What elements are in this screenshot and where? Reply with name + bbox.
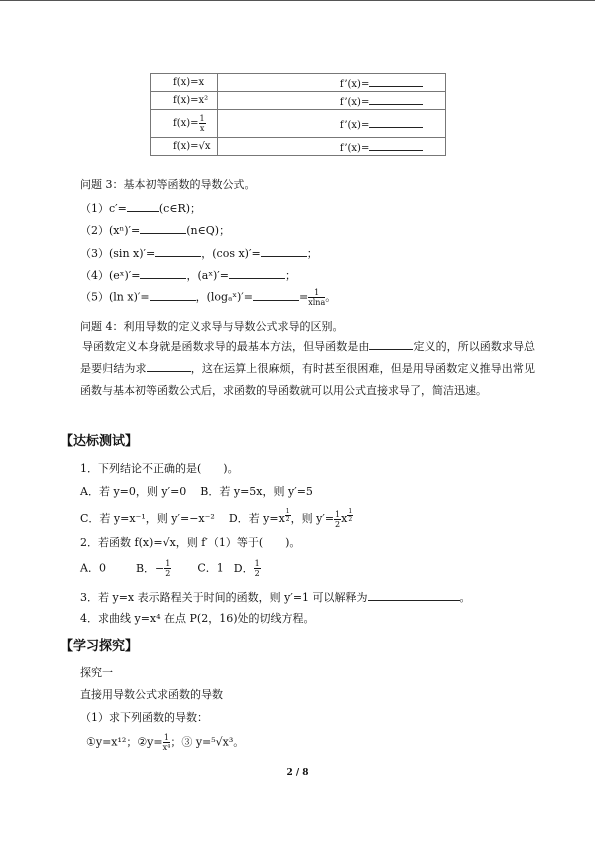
page-number: 2 / 8 — [286, 768, 309, 778]
derivative-label: f’(x)= — [339, 142, 370, 154]
option-d: D．若 y=x $^{\frac{1}{2}}$ ，则 y′= $\frac{1}{2}$ x $^{\frac{1}{2}}$ — [228, 508, 353, 529]
explore-topic: 直接用导数公式求函数的导数 — [80, 688, 223, 701]
option-line — [80, 559, 261, 578]
derivative-cell — [217, 110, 445, 138]
question-4-title: 问题 4：利用导数的定义求导与导数公式求导的区别。 — [80, 320, 344, 333]
option-d: D． $\frac{1}{2}$ — [233, 559, 260, 578]
option-line — [80, 508, 353, 529]
top-rule — [0, 0, 595, 1]
table-row — [151, 138, 446, 156]
answer-blank — [127, 201, 159, 212]
question-3-title: 问题 3：基本初等函数的导数公式。 — [80, 178, 256, 191]
answer-blank — [140, 268, 186, 279]
function-cell: f(x)=√x — [151, 138, 218, 156]
answer-blank — [369, 140, 423, 151]
derivative-table — [150, 73, 446, 156]
test-question-3: 3．若 y=x 表示路程关于时间的函数，则 y′=1 可以解释为 。 — [80, 591, 471, 604]
explore-functions: ①y=x¹²；②y= $\frac{1}{\text{x⁴}}$ ；③ y=⁵√x³。 — [86, 733, 245, 752]
option-c: C．1 — [197, 561, 224, 575]
table-row — [151, 92, 446, 110]
option-b: B．− $\frac{1}{2}$ — [135, 559, 171, 578]
option-line — [80, 485, 313, 499]
answer-blank — [253, 290, 299, 301]
table-row — [151, 110, 446, 138]
formula-line: （1）c′= (c∈R)； — [80, 202, 202, 215]
explore-subtitle: 探究一 — [80, 666, 113, 679]
derivative-cell — [217, 138, 445, 156]
answer-blank — [155, 246, 201, 257]
answer-blank — [150, 290, 196, 301]
section-heading-explore: 【学习探究】 — [60, 639, 139, 654]
explanation-paragraph: 导函数定义本身就是函数求导的最基本方法，但导函数是由 定义的，所以函数求导总是要归结为求 ，这在运算上很麻烦，有时甚至很困难，但是用导函数定义推导出常见函数与基本初等函数公式后，求函数的导函数就可以用公式直接求导了，简洁迅速。 — [80, 340, 536, 397]
section-heading-test: 【达标测试】 — [60, 434, 139, 449]
answer-blank — [369, 117, 423, 128]
answer-blank — [369, 76, 423, 87]
fraction: $\frac{1}{xlna}$ — [308, 288, 326, 307]
option-b: B．若 y=5x，则 y′=5 — [200, 485, 313, 498]
answer-blank — [147, 361, 191, 372]
answer-blank — [261, 246, 307, 257]
function-cell: f(x)=x² — [151, 92, 218, 110]
option-a: A．若 y=0，则 y′=0 — [80, 485, 187, 498]
derivative-label: f’(x)= — [339, 78, 370, 90]
function-cell: f(x)= $\frac{1}{x}$ — [151, 110, 218, 138]
formula-line: （2）(xⁿ)′= (n∈Q)； — [80, 224, 231, 237]
fraction: $\frac{1}{\text{x⁴}}$ — [162, 733, 171, 752]
fraction: $\frac{1}{x}$ — [199, 114, 205, 133]
fraction: $\frac{1}{2}$ — [335, 509, 341, 529]
formula-line: （5）(ln x)′= ，(logₐˣ)′= = $\frac{1}{xlna}$ 。 — [80, 288, 337, 307]
answer-blank — [368, 590, 460, 601]
answer-blank — [369, 94, 423, 105]
option-c: C．若 y=x⁻¹，则 y′=−x⁻² — [80, 512, 215, 526]
derivative-cell — [217, 92, 445, 110]
formula-line: （4）(eˣ)′= ，(aˣ)′= ； — [80, 269, 296, 282]
explore-instruction: （1）求下列函数的导数： — [80, 711, 208, 724]
test-question-4: 4．求曲线 y=x⁴ 在点 P(2，16)处的切线方程。 — [80, 612, 315, 625]
test-question-2: 2．若函数 f(x)=√x，则 f′（1）等于( )。 — [80, 536, 301, 549]
test-question-1: 1．下列结论不正确的是( )。 — [80, 462, 239, 475]
formula-line: （3）(sin x)′= ，(cos x)′= ； — [80, 247, 318, 260]
option-a: A．0 — [80, 561, 106, 575]
derivative-label: f’(x)= — [339, 96, 370, 108]
answer-blank — [369, 339, 413, 350]
answer-blank — [140, 223, 186, 234]
answer-blank — [229, 268, 285, 279]
derivative-label: f’(x)= — [339, 119, 370, 131]
derivative-cell — [217, 74, 445, 92]
table-row — [151, 74, 446, 92]
function-cell: f(x)=x — [151, 74, 218, 92]
